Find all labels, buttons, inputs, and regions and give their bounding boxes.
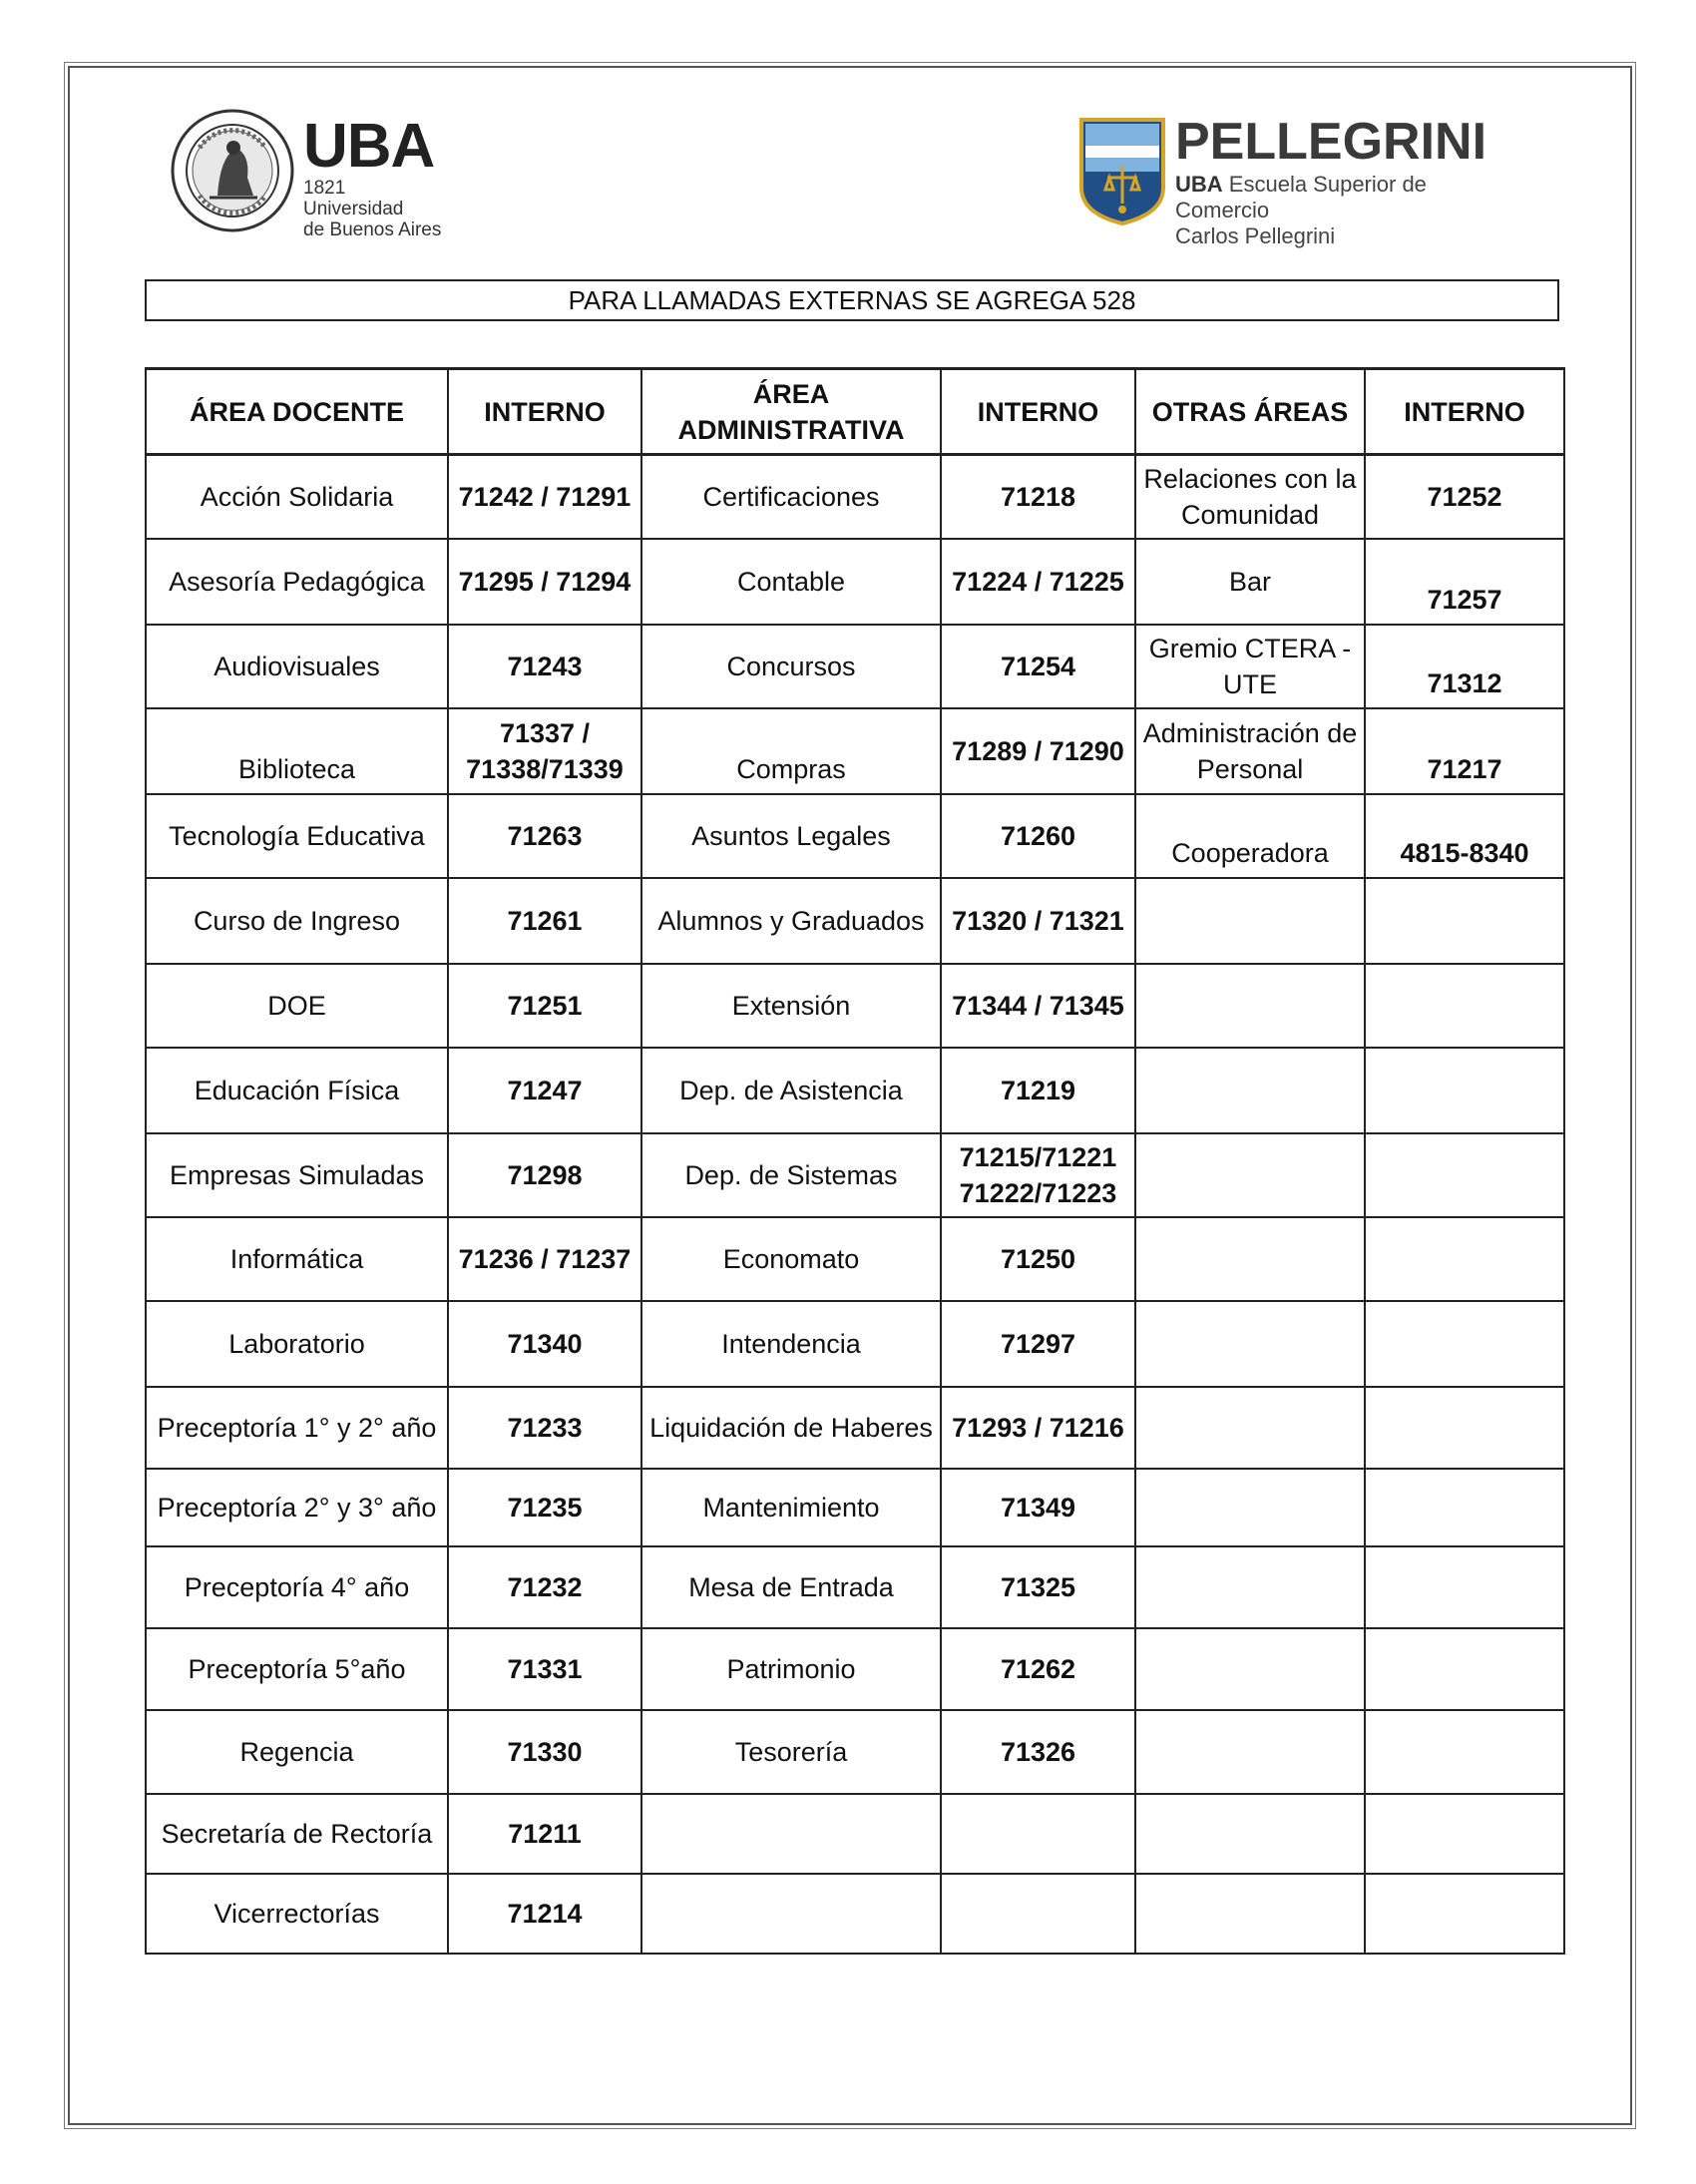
area-cell: Economato bbox=[641, 1217, 941, 1301]
area-cell: Asuntos Legales bbox=[641, 794, 941, 878]
extension-cell: 71233 bbox=[448, 1387, 641, 1469]
uba-logo bbox=[170, 108, 449, 240]
area-cell: Tesorería bbox=[641, 1710, 941, 1794]
area-cell bbox=[1135, 1794, 1365, 1874]
table-row bbox=[146, 539, 1564, 625]
area-cell: Relaciones con la Comunidad bbox=[1135, 455, 1365, 539]
extension-cell bbox=[1365, 1048, 1564, 1133]
uba-subtitle-line2: de Buenos Aires bbox=[303, 219, 442, 240]
extension-cell: 71232 bbox=[448, 1546, 641, 1628]
area-cell: Empresas Simuladas bbox=[146, 1133, 448, 1217]
pellegrini-shield-icon bbox=[1079, 118, 1165, 225]
area-cell bbox=[1135, 1469, 1365, 1546]
pellegrini-subtitle bbox=[1175, 172, 1498, 249]
extension-cell: 71219 bbox=[941, 1048, 1135, 1133]
header-otras-areas: OTRAS ÁREAS bbox=[1135, 369, 1365, 455]
extension-cell bbox=[1365, 1546, 1564, 1628]
area-cell: Patrimonio bbox=[641, 1628, 941, 1710]
extension-cell: 71243 bbox=[448, 625, 641, 708]
area-cell: Preceptoría 2° y 3° año bbox=[146, 1469, 448, 1546]
extension-cell: 71289 / 71290 bbox=[941, 708, 1135, 794]
extension-cell bbox=[1365, 1387, 1564, 1469]
header-interno-administrativa: INTERNO bbox=[941, 369, 1135, 455]
area-cell: Alumnos y Graduados bbox=[641, 878, 941, 964]
pellegrini-school-name: Escuela Superior de Comercio bbox=[1175, 172, 1427, 222]
phone-directory-table bbox=[145, 367, 1565, 1955]
area-cell: Asesoría Pedagógica bbox=[146, 539, 448, 625]
external-calls-notice: PARA LLAMADAS EXTERNAS SE AGREGA 528 bbox=[145, 279, 1559, 321]
extension-cell: 71257 bbox=[1365, 539, 1564, 625]
extension-cell: 71298 bbox=[448, 1133, 641, 1217]
pellegrini-title: PELLEGRINI bbox=[1175, 113, 1487, 171]
extension-cell: 71344 / 71345 bbox=[941, 964, 1135, 1048]
extension-cell: 71215/71221 71222/71223 bbox=[941, 1133, 1135, 1217]
uba-subtitle bbox=[303, 178, 449, 240]
area-cell: Acción Solidaria bbox=[146, 455, 448, 539]
pellegrini-logo bbox=[1079, 113, 1498, 248]
area-cell: Intendencia bbox=[641, 1301, 941, 1387]
area-cell bbox=[1135, 964, 1365, 1048]
area-cell: Regencia bbox=[146, 1710, 448, 1794]
area-cell bbox=[1135, 1217, 1365, 1301]
table-body bbox=[146, 455, 1564, 1954]
pellegrini-subtitle-line1 bbox=[1175, 172, 1498, 223]
extension-cell: 71349 bbox=[941, 1469, 1135, 1546]
extension-cell: 71325 bbox=[941, 1546, 1135, 1628]
table-row bbox=[146, 878, 1564, 964]
area-cell: Gremio CTERA - UTE bbox=[1135, 625, 1365, 708]
area-cell: Concursos bbox=[641, 625, 941, 708]
area-cell: Vicerrectorías bbox=[146, 1874, 448, 1954]
extension-cell bbox=[941, 1874, 1135, 1954]
extension-cell: 71254 bbox=[941, 625, 1135, 708]
extension-cell: 71326 bbox=[941, 1710, 1135, 1794]
table-header-row bbox=[146, 369, 1564, 455]
extension-cell: 71252 bbox=[1365, 455, 1564, 539]
table-row bbox=[146, 1546, 1564, 1628]
area-cell bbox=[641, 1794, 941, 1874]
area-cell: DOE bbox=[146, 964, 448, 1048]
header-area-docente: ÁREA DOCENTE bbox=[146, 369, 448, 455]
extension-cell: 71250 bbox=[941, 1217, 1135, 1301]
extension-cell bbox=[1365, 1469, 1564, 1546]
table-row bbox=[146, 1387, 1564, 1469]
table-row bbox=[146, 708, 1564, 794]
area-cell: Cooperadora bbox=[1135, 794, 1365, 878]
area-cell bbox=[1135, 1710, 1365, 1794]
extension-cell: 71331 bbox=[448, 1628, 641, 1710]
area-cell bbox=[1135, 1628, 1365, 1710]
extension-cell bbox=[1365, 1628, 1564, 1710]
area-cell: Dep. de Asistencia bbox=[641, 1048, 941, 1133]
extension-cell bbox=[1365, 878, 1564, 964]
table-row bbox=[146, 1469, 1564, 1546]
pellegrini-subtitle-line2: Carlos Pellegrini bbox=[1175, 223, 1336, 248]
extension-cell: 71236 / 71237 bbox=[448, 1217, 641, 1301]
extension-cell: 71211 bbox=[448, 1794, 641, 1874]
header-area-administrativa: ÁREA ADMINISTRATIVA bbox=[641, 369, 941, 455]
area-cell: Preceptoría 1° y 2° año bbox=[146, 1387, 448, 1469]
area-cell: Curso de Ingreso bbox=[146, 878, 448, 964]
area-cell: Audiovisuales bbox=[146, 625, 448, 708]
area-cell: Preceptoría 5°año bbox=[146, 1628, 448, 1710]
extension-cell bbox=[1365, 1301, 1564, 1387]
area-cell: Preceptoría 4° año bbox=[146, 1546, 448, 1628]
table-row bbox=[146, 1301, 1564, 1387]
table-row bbox=[146, 1794, 1564, 1874]
area-cell: Contable bbox=[641, 539, 941, 625]
area-cell bbox=[1135, 878, 1365, 964]
uba-seal-icon bbox=[170, 108, 295, 233]
area-cell: Mantenimiento bbox=[641, 1469, 941, 1546]
header-interno-docente: INTERNO bbox=[448, 369, 641, 455]
area-cell: Certificaciones bbox=[641, 455, 941, 539]
table-row bbox=[146, 455, 1564, 539]
uba-subtitle-line1: 1821 Universidad bbox=[303, 178, 404, 219]
area-cell: Educación Física bbox=[146, 1048, 448, 1133]
extension-cell: 71214 bbox=[448, 1874, 641, 1954]
area-cell bbox=[1135, 1133, 1365, 1217]
area-cell: Tecnología Educativa bbox=[146, 794, 448, 878]
table-row bbox=[146, 1048, 1564, 1133]
header-interno-otras: INTERNO bbox=[1365, 369, 1564, 455]
extension-cell bbox=[941, 1794, 1135, 1874]
area-cell bbox=[1135, 1048, 1365, 1133]
area-cell: Secretaría de Rectoría bbox=[146, 1794, 448, 1874]
table-row bbox=[146, 1710, 1564, 1794]
extension-cell: 71235 bbox=[448, 1469, 641, 1546]
extension-cell: 71330 bbox=[448, 1710, 641, 1794]
table-row bbox=[146, 964, 1564, 1048]
area-cell: Extensión bbox=[641, 964, 941, 1048]
table-row bbox=[146, 1133, 1564, 1217]
extension-cell bbox=[1365, 964, 1564, 1048]
extension-cell: 71312 bbox=[1365, 625, 1564, 708]
extension-cell: 71224 / 71225 bbox=[941, 539, 1135, 625]
area-cell: Liquidación de Haberes bbox=[641, 1387, 941, 1469]
extension-cell: 71218 bbox=[941, 455, 1135, 539]
area-cell: Dep. de Sistemas bbox=[641, 1133, 941, 1217]
pellegrini-brand: UBA bbox=[1175, 172, 1223, 197]
area-cell: Laboratorio bbox=[146, 1301, 448, 1387]
area-cell bbox=[1135, 1874, 1365, 1954]
extension-cell: 71262 bbox=[941, 1628, 1135, 1710]
area-cell bbox=[1135, 1387, 1365, 1469]
table-row bbox=[146, 1628, 1564, 1710]
area-cell: Bar bbox=[1135, 539, 1365, 625]
extension-cell: 71247 bbox=[448, 1048, 641, 1133]
extension-cell: 71263 bbox=[448, 794, 641, 878]
extension-cell: 71261 bbox=[448, 878, 641, 964]
area-cell: Informática bbox=[146, 1217, 448, 1301]
extension-cell bbox=[1365, 1133, 1564, 1217]
table-row bbox=[146, 1874, 1564, 1954]
extension-cell: 71251 bbox=[448, 964, 641, 1048]
extension-cell: 71217 bbox=[1365, 708, 1564, 794]
area-cell: Administración de Personal bbox=[1135, 708, 1365, 794]
extension-cell: 71260 bbox=[941, 794, 1135, 878]
extension-cell: 71242 / 71291 bbox=[448, 455, 641, 539]
extension-cell bbox=[1365, 1794, 1564, 1874]
table-row bbox=[146, 1217, 1564, 1301]
table-row bbox=[146, 794, 1564, 878]
extension-cell: 71293 / 71216 bbox=[941, 1387, 1135, 1469]
extension-cell: 71295 / 71294 bbox=[448, 539, 641, 625]
area-cell: Mesa de Entrada bbox=[641, 1546, 941, 1628]
extension-cell: 71340 bbox=[448, 1301, 641, 1387]
extension-cell: 71297 bbox=[941, 1301, 1135, 1387]
area-cell bbox=[1135, 1301, 1365, 1387]
area-cell bbox=[1135, 1546, 1365, 1628]
extension-cell bbox=[1365, 1217, 1564, 1301]
extension-cell bbox=[1365, 1874, 1564, 1954]
area-cell: Biblioteca bbox=[146, 708, 448, 794]
extension-cell: 71337 / 71338/71339 bbox=[448, 708, 641, 794]
extension-cell bbox=[1365, 1710, 1564, 1794]
table-row bbox=[146, 625, 1564, 708]
area-cell: Compras bbox=[641, 708, 941, 794]
extension-cell: 4815-8340 bbox=[1365, 794, 1564, 878]
uba-title: UBA bbox=[303, 112, 435, 181]
extension-cell: 71320 / 71321 bbox=[941, 878, 1135, 964]
area-cell bbox=[641, 1874, 941, 1954]
